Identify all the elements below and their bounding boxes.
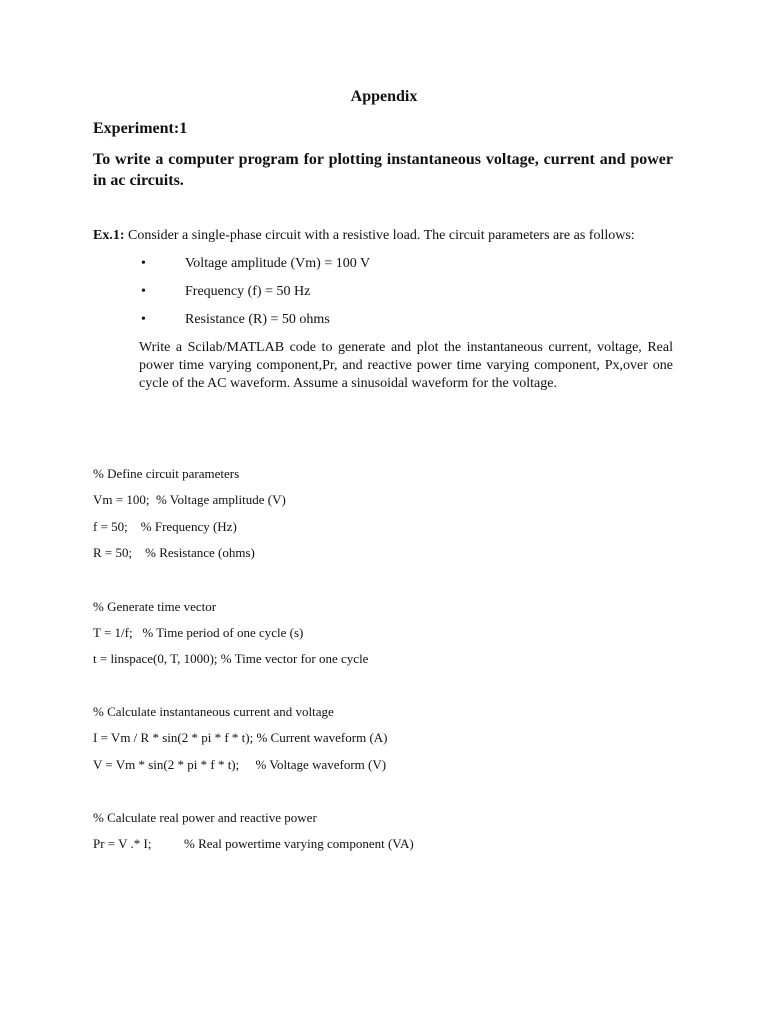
task-description: Write a Scilab/MATLAB code to generate and plot the instantaneous current, voltage, Real power time varying component,Pr, and reactive power time varying component, Px,over one cycle of the AC waveform. Assume a sinusoidal waveform for the voltage. [139, 340, 673, 391]
code-line: Vm = 100; % Voltage amplitude (V) [93, 492, 286, 507]
bullet-icon: • [141, 256, 146, 271]
code-line: V = Vm * sin(2 * pi * f * t); % Voltage waveform (V) [93, 757, 387, 772]
example-label: Ex.1: [93, 228, 125, 243]
appendix-heading: Appendix [350, 88, 418, 105]
code-line: t = linspace(0, T, 1000); % Time vector for one cycle [93, 651, 369, 666]
parameter-frequency: Frequency (f) = 50 Hz [185, 284, 311, 299]
example-intro: Consider a single-phase circuit with a resistive load. The circuit parameters are as follows: [128, 228, 635, 243]
code-comment: % Calculate instantaneous current and voltage [93, 704, 334, 719]
code-line: Pr = V .* I; % Real powertime varying component (VA) [93, 836, 414, 851]
bullet-icon: • [141, 312, 146, 327]
code-comment: % Define circuit parameters [93, 466, 240, 481]
list-item [93, 283, 673, 301]
code-comment: % Calculate real power and reactive power [93, 810, 317, 825]
parameter-resistance: Resistance (R) = 50 ohms [185, 312, 330, 327]
code-line: R = 50; % Resistance (ohms) [93, 545, 255, 560]
parameter-list [93, 255, 673, 329]
code-line: f = 50; % Frequency (Hz) [93, 519, 237, 534]
parameter-voltage: Voltage amplitude (Vm) = 100 V [185, 256, 371, 271]
experiment-heading: Experiment:1 [93, 120, 188, 137]
list-item [93, 311, 673, 329]
code-line: T = 1/f; % Time period of one cycle (s) [93, 625, 304, 640]
bullet-icon: • [141, 284, 146, 299]
experiment-aim: To write a computer program for plotting instantaneous voltage, current and power in ac circuits. [93, 151, 673, 189]
example-block [93, 227, 673, 393]
list-item [93, 255, 673, 273]
example-intro-paragraph [93, 227, 673, 245]
code-line: I = Vm / R * sin(2 * pi * f * t); % Current waveform (A) [93, 730, 388, 745]
code-comment: % Generate time vector [93, 599, 217, 614]
